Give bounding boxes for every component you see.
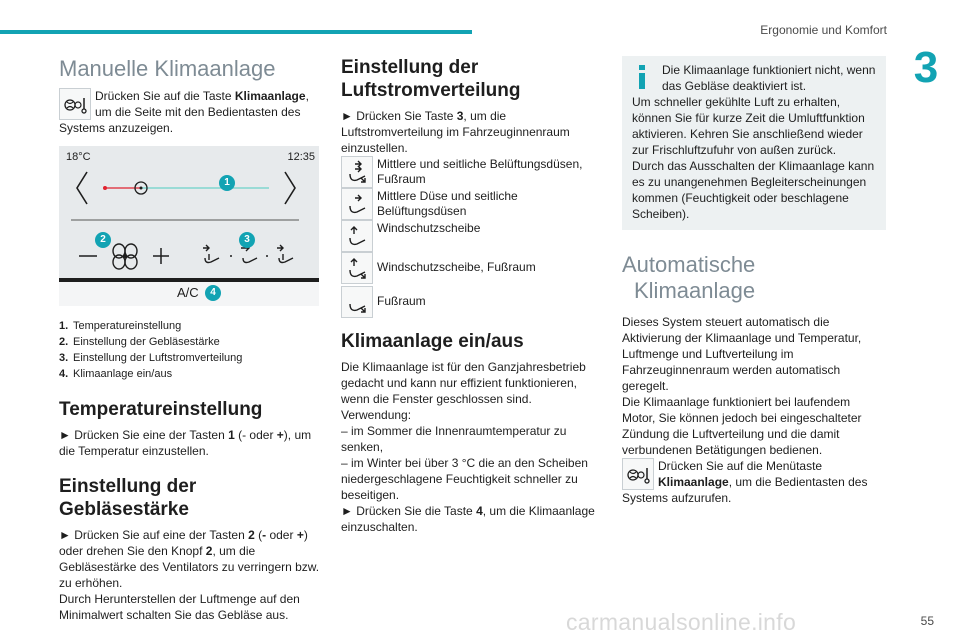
distribution-icon-c bbox=[277, 245, 293, 263]
page-number: 55 bbox=[920, 614, 934, 628]
info-text-3: Durch das Ausschalten der Klimaanlage kann es zu unangenehmen Begleiterscheinungen kommen (Feuchtigkeit oder beschlagene Scheiben). bbox=[632, 159, 875, 221]
info-text-1: Die Klimaanlage funktioniert nicht, wenn das Gebläse deaktiviert ist. bbox=[662, 63, 876, 93]
header-accent-bar bbox=[0, 30, 472, 34]
heading-ac-on-off: Klimaanlage ein/aus bbox=[341, 331, 524, 352]
chapter-marker bbox=[900, 42, 952, 94]
vent-option: Windschutzscheibe, Fußraum bbox=[341, 252, 603, 286]
auto-instruction: Drücken Sie auf die Menütaste Klimaanlage, um die Bedientasten des Systems aufzurufen. bbox=[622, 459, 868, 505]
info-box bbox=[622, 56, 886, 230]
screen-temperature: 18°C bbox=[66, 151, 91, 163]
auto-description: Dieses System steuert automatisch die Aktivierung der Klimaanlage und Temperatur, Luftmenge und Luftverteilung im Fahrzeuginnenraum werden automatisch geregelt. bbox=[622, 315, 862, 393]
running-header: Ergonomie und Komfort bbox=[760, 23, 887, 37]
heading-fan-speed: Einstellung der Gebläsestärke bbox=[59, 476, 197, 520]
vent-foot-icon bbox=[341, 286, 373, 318]
temperature-instruction: ► Drücken Sie eine der Tasten 1 (- oder +), um die Temperatur einzustellen. bbox=[59, 428, 312, 458]
vent-center-side-foot-icon bbox=[341, 156, 373, 188]
screen-legend bbox=[59, 318, 321, 382]
heading-air-distribution: Einstellung der Luftstromverteilung bbox=[341, 57, 521, 101]
fan-plus-icon bbox=[153, 248, 169, 264]
climate-control-screen bbox=[59, 146, 319, 306]
ac-description: Die Klimaanlage ist für den Ganzjahresbetrieb gedacht und kann nur effizient funktionieren, wenn die Fenster geschlossen sind. bbox=[341, 360, 586, 406]
section-title-auto-climate: Automatische Klimaanlage bbox=[622, 252, 756, 303]
column-3 bbox=[622, 56, 886, 506]
fan-icon bbox=[113, 244, 137, 269]
screen-ac-bar bbox=[59, 278, 319, 306]
distribution-icon-a bbox=[203, 245, 219, 263]
chapter-number: 3 bbox=[913, 43, 939, 92]
callout-badge-2: 2 bbox=[95, 232, 111, 248]
watermark: carmanualsonline.info bbox=[566, 609, 797, 635]
callout-badge-3: 3 bbox=[239, 232, 255, 248]
auto-instruction-block bbox=[622, 458, 886, 506]
heading-temperature: Temperatureinstellung bbox=[59, 399, 263, 420]
ac-usage-summer: – im Sommer die Innenraumtemperatur zu senken, bbox=[341, 424, 567, 454]
info-text-2: Um schneller gekühlte Luft zu erhalten, können Sie für kurze Zeit die Umluftfunktion aktivieren. Kehren Sie anschließend wieder zur Frischluftzufuhr von außen zurück. bbox=[632, 95, 865, 157]
fan-note: Durch Herunterstellen der Luftmenge auf den Minimalwert schalten Sie das Gebläse aus. bbox=[59, 592, 300, 622]
callout-badge-1: 1 bbox=[219, 175, 235, 191]
column-2 bbox=[341, 56, 603, 535]
vent-option: Mittlere und seitliche Belüftungsdüsen, Fußraum bbox=[341, 156, 603, 188]
vent-option: Fußraum bbox=[341, 286, 603, 318]
temp-up-chevron-icon bbox=[285, 172, 295, 204]
climate-menu-button-icon bbox=[622, 458, 654, 490]
screen-controls-graphic bbox=[59, 162, 319, 292]
intro-text: Drücken Sie auf die Taste Klimaanlage, um die Seite mit den Bedientasten des Systems anzuzeigen. bbox=[59, 89, 309, 135]
climate-button-icon bbox=[59, 88, 91, 120]
vent-windscreen-icon bbox=[341, 220, 373, 252]
vent-option: Windschutzscheibe bbox=[341, 220, 603, 252]
temp-down-chevron-icon bbox=[77, 172, 87, 204]
vent-option: Mittlere Düse und seitliche Belüftungsdüsen bbox=[341, 188, 603, 220]
fan-instruction: ► Drücken Sie auf eine der Tasten 2 (- oder +) oder drehen Sie den Knopf 2, um die Gebläsestärke des Ventilators zu verringern bzw. zu erhöhen. bbox=[59, 528, 320, 590]
callout-badge-4: 4 bbox=[205, 285, 221, 301]
legend-item: 2. Einstellung der Gebläsestärke bbox=[59, 336, 220, 348]
auto-operation: Die Klimaanlage funktioniert bei laufendem Motor, Sie können jedoch bei eingeschalteter Zündung die Luftverteilung und die damit verbundenen Betätigungen bedienen. bbox=[622, 395, 862, 457]
column-1 bbox=[59, 56, 321, 623]
section-title-manual-climate: Manuelle Klimaanlage bbox=[59, 56, 276, 81]
distribution-instruction: ► Drücken Sie Taste 3, um die Luftstromverteilung im Fahrzeuginnenraum einzustellen. bbox=[341, 109, 570, 155]
ac-usage-winter: – im Winter bei über 3 °C die an den Scheiben niedergeschlagene Feuchtigkeit schneller zu beseitigen. bbox=[341, 456, 588, 502]
vent-windscreen-foot-icon bbox=[341, 252, 373, 284]
vent-center-side-icon bbox=[341, 188, 373, 220]
legend-item: 3. Einstellung der Luftstromverteilung bbox=[59, 352, 243, 364]
screen-clock: 12:35 bbox=[287, 151, 315, 163]
legend-item: 1. Temperatureinstellung bbox=[59, 320, 182, 332]
info-icon bbox=[634, 64, 650, 90]
ac-instruction: ► Drücken Sie die Taste 4, um die Klimaanlage einzuschalten. bbox=[341, 504, 595, 534]
intro-block bbox=[59, 88, 321, 136]
legend-item: 4. Klimaanlage ein/aus bbox=[59, 368, 173, 380]
ac-usage-label: Verwendung: bbox=[341, 408, 412, 422]
screen-ac-label: A/C bbox=[177, 285, 199, 300]
